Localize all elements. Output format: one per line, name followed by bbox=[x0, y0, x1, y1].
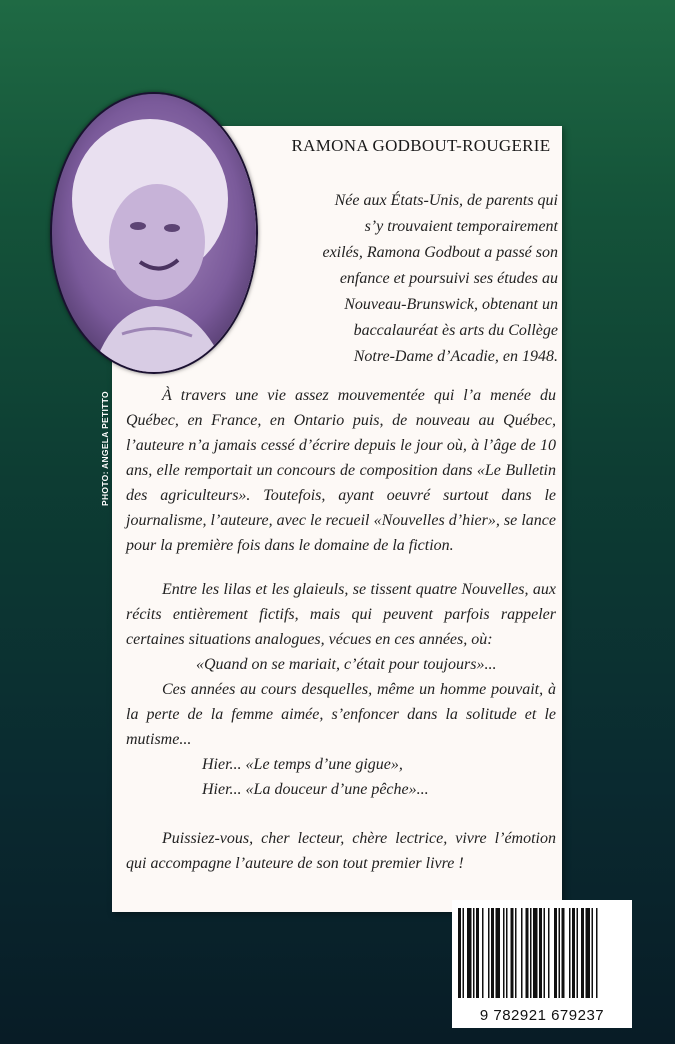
paragraph-closing: Puissiez-vous, cher lecteur, chère lectrice, vivre l’émotion qui accompagne l’auteure de son tout premier livre ! bbox=[126, 830, 556, 872]
bio-line: Nouveau-Brunswick, obtenant un bbox=[344, 296, 558, 313]
barcode-stripe bbox=[526, 908, 529, 998]
barcode-stripe bbox=[539, 908, 542, 998]
stories-quote: «Quand on se mariait, c’était pour toujours»... bbox=[196, 656, 497, 673]
author-bio bbox=[256, 188, 558, 370]
stories-intro: Entre les lilas et les glaieuls, se tissent quatre Nouvelles, aux récits entièrement fictifs, mais qui peuvent parfois rappeler certaines situations analogues, vécues en ces années, où: bbox=[126, 581, 556, 648]
barcode-stripe bbox=[488, 908, 490, 998]
isbn-number: 9 782921 679237 bbox=[479, 1007, 605, 1024]
bio-line: s’y trouvaient temporairement bbox=[364, 218, 558, 235]
barcode-stripe bbox=[586, 908, 591, 998]
barcode-stripe bbox=[596, 908, 598, 998]
barcode-stripe bbox=[572, 908, 575, 998]
bio-line: Notre-Dame d’Acadie, en 1948. bbox=[353, 348, 558, 365]
barcode-stripe bbox=[458, 908, 461, 998]
author-name: RAMONA GODBOUT-ROUGERIE bbox=[291, 136, 551, 155]
stories-continued: Ces années au cours desquelles, même un homme pouvait, à la perte de la femme aimée, s’enfoncer dans la solitude et le mutisme... bbox=[126, 681, 556, 748]
bio-line: enfance et poursuivi ses études au bbox=[339, 270, 558, 287]
barcode-stripe bbox=[506, 908, 508, 998]
barcode-stripe bbox=[544, 908, 546, 998]
barcode-stripe bbox=[467, 908, 472, 998]
barcode-stripe bbox=[473, 908, 475, 998]
barcode-stripe bbox=[530, 908, 532, 998]
barcode-stripe bbox=[569, 908, 571, 998]
barcode-stripe bbox=[463, 908, 465, 998]
barcode-stripe bbox=[515, 908, 517, 998]
barcode-stripe bbox=[559, 908, 561, 998]
barcode-stripe bbox=[496, 908, 501, 998]
paragraph-stories bbox=[126, 577, 556, 802]
paragraph-career: À travers une vie assez mouvementée qui l’a menée du Québec, en France, en Ontario puis, de nouveau au Québec, l’auteure n’a jamais cessé d’écrire depuis le jour où, à l’âge de 10 ans, elle remportait un concours de composition dans «Le Bulletin des agriculteurs». Toutefois, ayant oeuvré surtout dans le journalisme, l’auteure, avec le recueil «Nouvelles d’hier», se lance pour la première fois dans le domaine de la fiction. bbox=[126, 387, 556, 554]
hier-line-peche: Hier... «La douceur d’une pêche»... bbox=[202, 781, 429, 798]
barcode-stripe bbox=[521, 908, 523, 998]
barcode-stripe bbox=[592, 908, 594, 998]
barcode-stripe bbox=[482, 908, 484, 998]
barcode-stripe bbox=[562, 908, 565, 998]
barcode-stripe bbox=[548, 908, 550, 998]
barcode-stripe bbox=[511, 908, 514, 998]
barcode-stripe bbox=[476, 908, 479, 998]
hier-line-gigue: Hier... «Le temps d’une gigue», bbox=[202, 756, 403, 773]
bio-line: exilés, Ramona Godbout a passé son bbox=[322, 244, 558, 261]
photo-credit: PHOTO: ANGELA PETITTO bbox=[100, 391, 110, 506]
barcode-stripe bbox=[491, 908, 494, 998]
barcode-stripe bbox=[554, 908, 557, 998]
bio-line: Née aux États-Unis, de parents qui bbox=[334, 192, 558, 209]
bio-line: baccalauréat ès arts du Collège bbox=[353, 322, 558, 339]
barcode-stripe bbox=[503, 908, 505, 998]
barcode bbox=[452, 900, 632, 1028]
barcode-stripe bbox=[533, 908, 538, 998]
barcode-stripe bbox=[581, 908, 584, 998]
author-photo bbox=[50, 92, 258, 374]
barcode-stripe bbox=[577, 908, 579, 998]
barcode-bars bbox=[458, 908, 626, 998]
